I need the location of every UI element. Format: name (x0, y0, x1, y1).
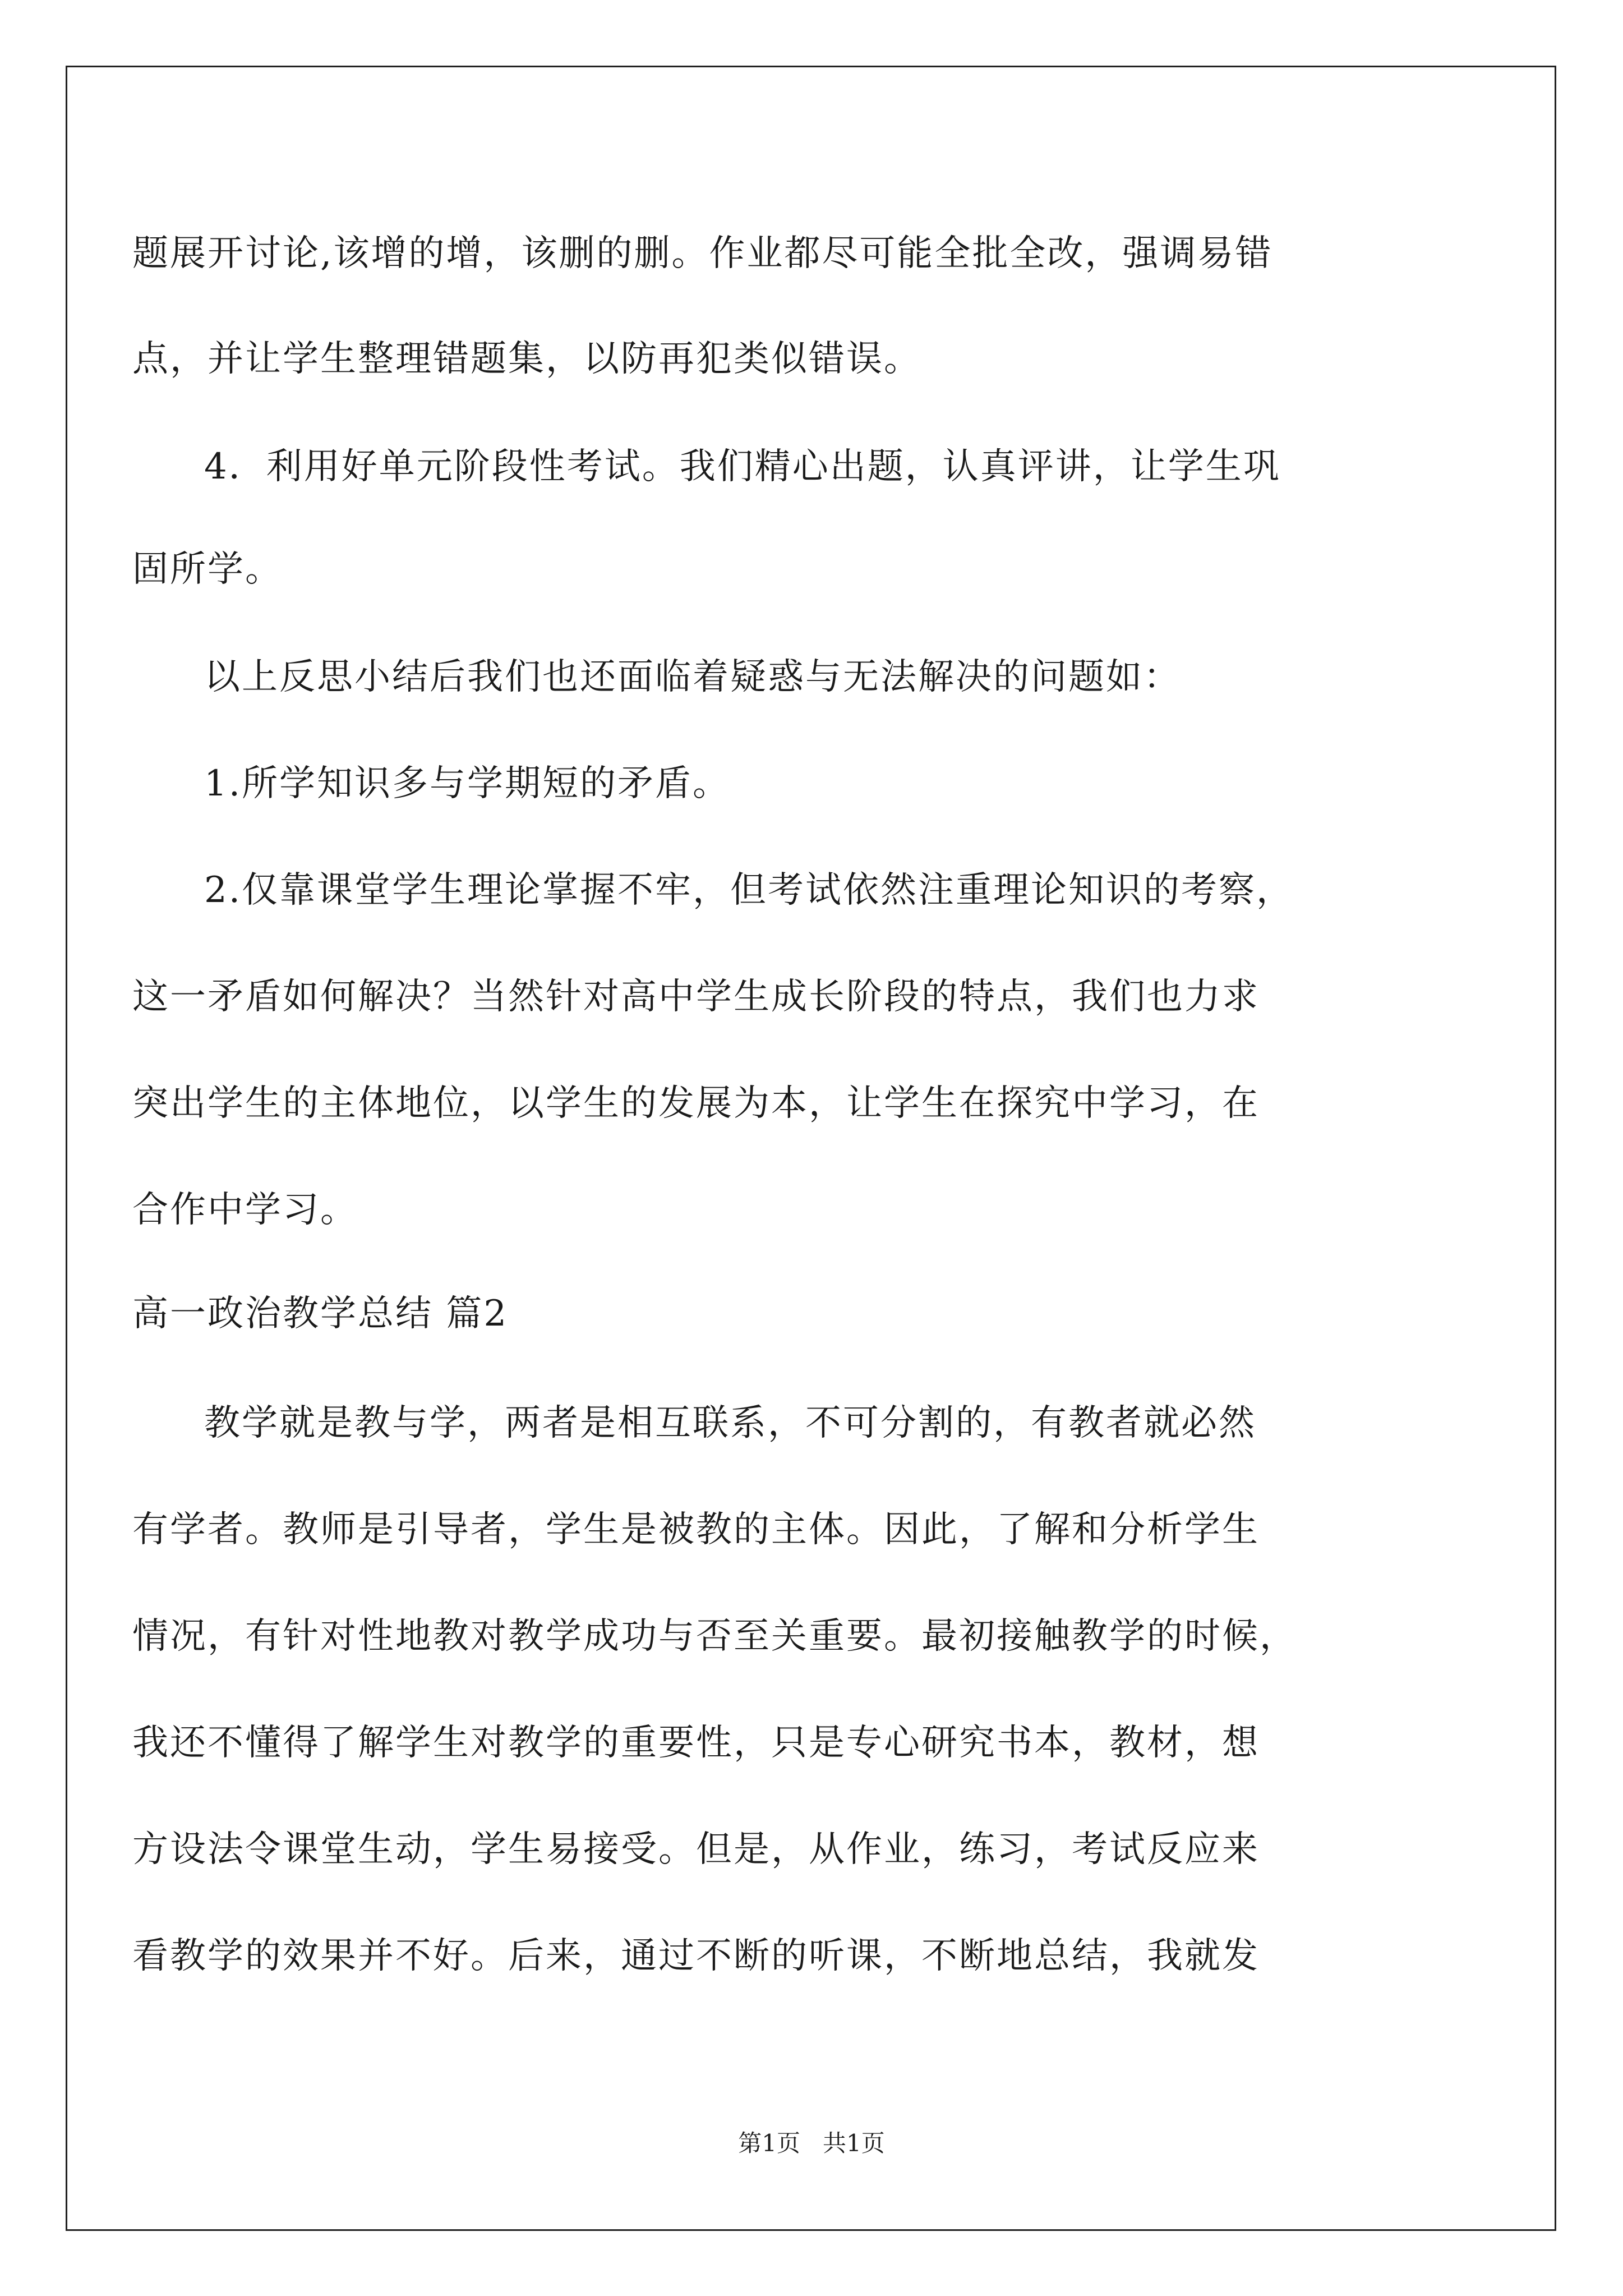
section-heading: 高一政治教学总结 篇2 (132, 1293, 509, 1335)
text-line: 突出学生的主体地位，以学生的发展为本，让学生在探究中学习，在 (132, 1083, 1260, 1124)
text-line: 固所学。 (132, 549, 283, 590)
page-border (66, 66, 1556, 2231)
text-line: 看教学的效果并不好。后来，通过不断的听课，不断地总结，我就发 (132, 1935, 1260, 1977)
text-line: 我还不懂得了解学生对教学的重要性，只是专心研究书本，教材，想 (132, 1722, 1260, 1764)
text-line: 点，并让学生整理错题集，以防再犯类似错误。 (132, 338, 921, 380)
text-line: 2.仅靠课堂学生理论掌握不牢，但考试依然注重理论知识的考察， (204, 869, 1294, 911)
text-line: 题展开讨论,该增的增，该删的删。作业都尽可能全批全改，强调易错 (132, 233, 1273, 274)
text-line: 教学就是教与学，两者是相互联系，不可分割的，有教者就必然 (204, 1402, 1256, 1444)
text-line: 4．利用好单元阶段性考试。我们精心出题，认真评讲，让学生巩 (204, 446, 1281, 487)
text-line: 以上反思小结后我们也还面临着疑惑与无法解决的问题如： (204, 656, 1181, 698)
text-line: 有学者。教师是引导者，学生是被教的主体。因此，了解和分析学生 (132, 1509, 1260, 1550)
page-footer: 第1页 共1页 (738, 2129, 885, 2157)
text-line: 这一矛盾如何解决？当然针对高中学生成长阶段的特点，我们也力求 (132, 976, 1260, 1018)
text-line: 1.所学知识多与学期短的矛盾。 (204, 763, 731, 804)
text-line: 合作中学习。 (132, 1189, 358, 1231)
text-line: 方设法令课堂生动，学生易接受。但是，从作业，练习，考试反应来 (132, 1829, 1260, 1870)
text-line: 情况，有针对性地教对教学成功与否至关重要。最初接触教学的时候， (132, 1616, 1297, 1657)
